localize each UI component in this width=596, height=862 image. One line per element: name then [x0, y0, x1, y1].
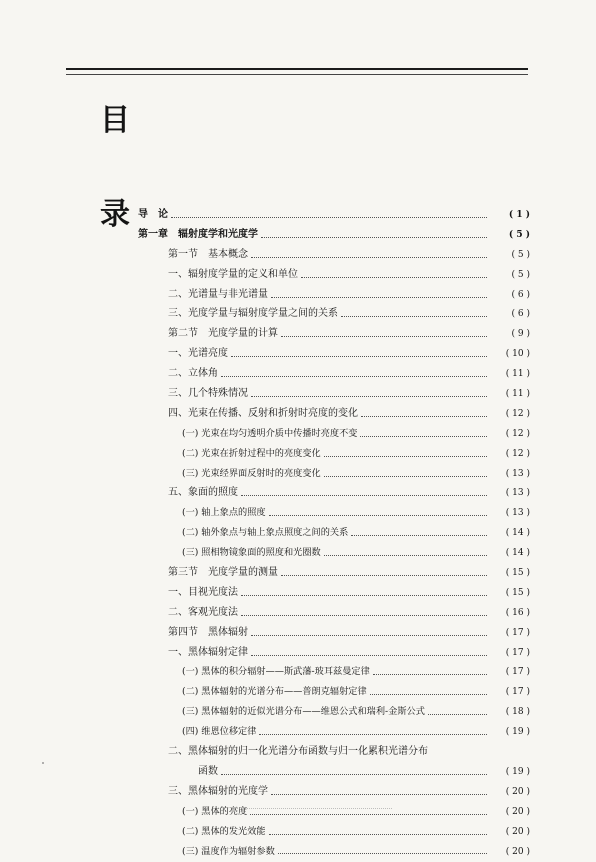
toc-leader-dots [241, 494, 487, 496]
toc-entry-title: (一) 黑体的积分辐射——斯武藩-玻耳兹曼定律 [182, 662, 370, 682]
toc-leader-dots [269, 833, 487, 835]
toc-entry-title: 二、立体角 [168, 364, 218, 384]
toc-entry-title: 三、几个特殊情况 [168, 384, 248, 404]
toc-entry-title: (二) 黑体辐射的光谱分布——普朗克辐射定律 [182, 682, 367, 702]
toc-entry [132, 543, 530, 563]
toc-page-number: ( 14 ) [490, 524, 530, 544]
toc-entry [132, 205, 530, 225]
toc-entry-title: 导 论 [138, 205, 168, 225]
toc-entry [132, 404, 530, 424]
toc-page-number: ( 20 ) [490, 803, 530, 823]
toc-entry-title: 一、辐射度学量的定义和单位 [168, 265, 298, 285]
toc-leader-dots [251, 256, 487, 258]
toc-leader-dots [373, 673, 487, 675]
toc-entry [132, 822, 530, 842]
toc-entry [132, 782, 530, 802]
toc-page-number: ( 10 ) [490, 345, 530, 365]
toc-entry [132, 523, 530, 543]
toc-leader-dots [259, 733, 487, 735]
toc-entry-title: 三、光度学量与辐射度学量之间的关系 [168, 304, 338, 324]
toc-entry [132, 503, 530, 523]
toc-leader-dots [278, 852, 487, 854]
page-title-char-2: 录 [100, 200, 130, 230]
toc-page-number: ( 20 ) [490, 823, 530, 843]
toc-entry [132, 662, 530, 682]
header-rule [66, 68, 528, 70]
toc-leader-dots [281, 574, 487, 576]
toc-page-number: ( 13 ) [490, 504, 530, 524]
toc-entry-title: 四、光束在传播、反射和折射时亮度的变化 [168, 404, 358, 424]
toc-entry-title: (三) 黑体辐射的近似光谱分布——维恩公式和瑞利-金斯公式 [182, 702, 425, 722]
toc-entry-title: 第一章 辐射度学和光度学 [138, 225, 258, 245]
toc-page-number: ( 6 ) [490, 286, 530, 306]
toc-page-number: ( 12 ) [490, 445, 530, 465]
toc-page-number: ( 13 ) [490, 465, 530, 485]
toc-page-number: ( 17 ) [490, 644, 530, 664]
toc-entry-title: (一) 黑体的亮度 [182, 802, 247, 822]
toc-leader-dots [171, 216, 487, 218]
toc-entry [132, 623, 530, 643]
toc-entry [132, 324, 530, 344]
toc-page-number: ( 15 ) [490, 564, 530, 584]
toc-leader-dots [271, 793, 487, 795]
toc-leader-dots [271, 296, 487, 298]
toc-entry-title: 第二节 光度学量的计算 [168, 324, 278, 344]
toc-entry-title: 第三节 光度学量的测量 [168, 563, 278, 583]
toc-page-number: ( 12 ) [490, 425, 530, 445]
toc-leader-dots [281, 335, 487, 337]
toc-leader-dots [351, 534, 487, 536]
toc-page-number: ( 19 ) [490, 763, 530, 783]
toc-page-number: ( 1 ) [490, 206, 530, 226]
toc-page-number: ( 12 ) [490, 405, 530, 425]
toc-page-number: ( 17 ) [490, 683, 530, 703]
toc-entry-title: 一、黑体辐射定律 [168, 643, 248, 663]
toc-leader-dots [324, 554, 487, 556]
toc-leader-dots [361, 415, 487, 417]
toc-page-number: ( 5 ) [490, 266, 530, 286]
toc-page-number: ( 16 ) [490, 604, 530, 624]
toc-leader-dots [251, 654, 487, 656]
toc-page-number: ( 6 ) [490, 305, 530, 325]
toc-page-number: ( 14 ) [490, 544, 530, 564]
header-rule-thin [66, 74, 528, 75]
toc-entry-title: (四) 维恩位移定律 [182, 722, 256, 742]
toc-page-number: ( 19 ) [490, 723, 530, 743]
toc-leader-dots [370, 693, 487, 695]
toc-entry-title: (二) 光束在折射过程中的亮度变化 [182, 444, 321, 464]
toc-entry [132, 364, 530, 384]
toc-entry [132, 682, 530, 702]
toc-leader-dots [241, 594, 487, 596]
toc-leader-dots [221, 375, 487, 377]
toc-page-number: ( 11 ) [490, 385, 530, 405]
toc-entry [132, 643, 530, 663]
toc-entry [132, 722, 530, 742]
toc-page-number: ( 20 ) [490, 783, 530, 803]
toc-leader-dots [241, 614, 487, 616]
toc-leader-dots [324, 475, 487, 477]
toc-entry-title: (三) 照相物镜象面的照度和光圈数 [182, 543, 321, 563]
toc-entry-title: (三) 温度作为辐射参数 [182, 842, 275, 862]
toc-entry-title: 二、光谱量与非光谱量 [168, 285, 268, 305]
toc-leader-dots [251, 634, 487, 636]
toc-leader-dots [341, 315, 487, 317]
toc-entry-title: 一、光谱亮度 [168, 344, 228, 364]
toc-entry [132, 444, 530, 464]
toc-entry-title: 五、象面的照度 [168, 483, 238, 503]
toc-entry [132, 265, 530, 285]
toc-page-number: ( 5 ) [490, 246, 530, 266]
toc-entry-title: 第四节 黑体辐射 [168, 623, 248, 643]
toc-entry [132, 603, 530, 623]
toc-page-number: ( 15 ) [490, 584, 530, 604]
toc-entry [132, 245, 530, 265]
toc-leader-dots [269, 514, 487, 516]
page-title-char-1: 目 [100, 106, 130, 136]
toc-page-number: ( 13 ) [490, 484, 530, 504]
toc-leader-dots [324, 455, 487, 457]
toc-entry [132, 424, 530, 444]
toc-entry [132, 563, 530, 583]
toc-entry-title: 函数 [198, 762, 218, 782]
toc-page-number: ( 17 ) [490, 624, 530, 644]
toc-entry [132, 225, 530, 245]
toc-entry-title: 三、黑体辐射的光度学 [168, 782, 268, 802]
toc-leader-dots [428, 713, 487, 715]
table-of-contents [132, 205, 530, 861]
toc-entry [132, 702, 530, 722]
toc-leader-dots [261, 236, 487, 238]
toc-page-number: ( 5 ) [490, 226, 530, 246]
toc-entry-title: 一、目视光度法 [168, 583, 238, 603]
toc-page-number: ( 20 ) [490, 843, 530, 862]
toc-entry-title: 二、客观光度法 [168, 603, 238, 623]
toc-entry [132, 842, 530, 862]
toc-entry-title: (三) 光束经界面反射时的亮度变化 [182, 464, 321, 484]
toc-page-number: ( 17 ) [490, 663, 530, 683]
toc-entry [132, 583, 530, 603]
scan-speck [42, 762, 44, 764]
toc-entry-title: (一) 轴上象点的照度 [182, 503, 266, 523]
toc-entry [132, 742, 530, 762]
toc-entry [132, 304, 530, 324]
toc-entry [132, 464, 530, 484]
toc-page-number: ( 9 ) [490, 325, 530, 345]
toc-entry-title: 第一节 基本概念 [168, 245, 248, 265]
toc-entry-title: 二、黑体辐射的归一化光谱分布函数与归一化累积光谱分布 [168, 742, 428, 762]
toc-entry [132, 285, 530, 305]
toc-leader-dots [360, 435, 487, 437]
toc-leader-dots [231, 355, 487, 357]
bottom-scan-mark [232, 808, 392, 815]
toc-entry-title: (二) 黑体的发光效能 [182, 822, 266, 842]
toc-page-number: ( 18 ) [490, 703, 530, 723]
toc-leader-dots [221, 773, 487, 775]
toc-entry-title: (二) 轴外象点与轴上象点照度之间的关系 [182, 523, 348, 543]
toc-leader-dots [251, 395, 487, 397]
toc-page-number: ( 11 ) [490, 365, 530, 385]
toc-entry [132, 483, 530, 503]
toc-entry [132, 384, 530, 404]
toc-entry-title: (一) 光束在均匀透明介质中传播时亮度不变 [182, 424, 357, 444]
toc-entry [132, 344, 530, 364]
toc-leader-dots [301, 276, 487, 278]
toc-entry [132, 762, 530, 782]
